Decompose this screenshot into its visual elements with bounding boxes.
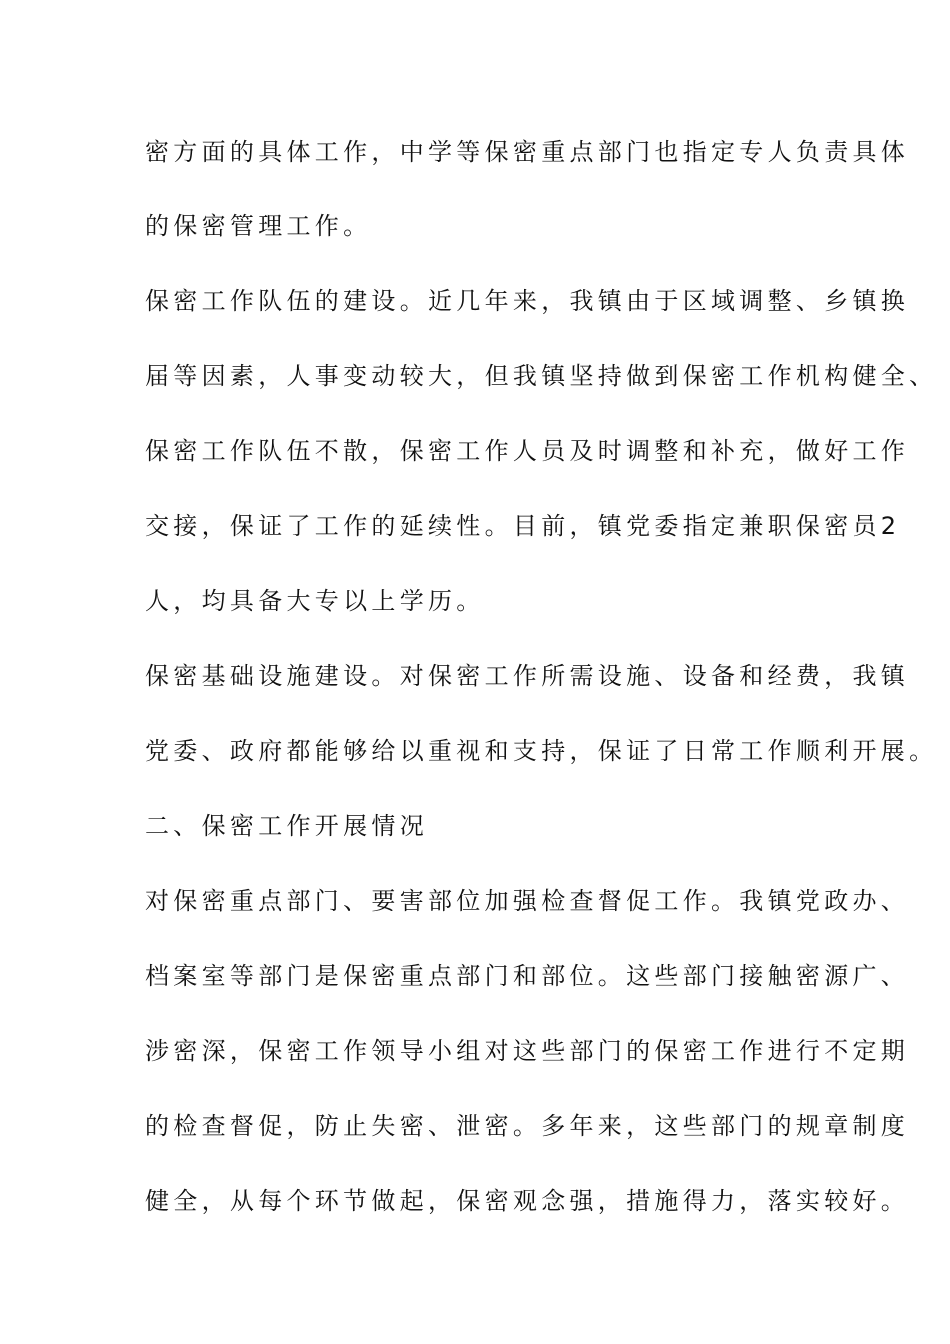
text-line: 保密工作队伍的建设。近几年来，我镇由于区域调整、乡镇换 [145, 287, 910, 315]
section-heading: 二、保密工作开展情况 [145, 812, 428, 840]
text-line: 密方面的具体工作，中学等保密重点部门也指定专人负责具体 [145, 138, 910, 166]
text-line: 保密基础设施建设。对保密工作所需设施、设备和经费，我镇 [145, 662, 910, 690]
text-line: 党委、政府都能够给以重视和支持，保证了日常工作顺利开展。 [145, 737, 938, 765]
text-line: 保密工作队伍不散，保密工作人员及时调整和补充，做好工作 [145, 437, 910, 465]
text-line: 人，均具备大专以上学历。 [145, 587, 485, 615]
text-line: 的检查督促，防止失密、泄密。多年来，这些部门的规章制度 [145, 1112, 910, 1140]
text-line: 交接，保证了工作的延续性。目前，镇党委指定兼职保密员2 [145, 512, 901, 540]
text-line: 对保密重点部门、要害部位加强检查督促工作。我镇党政办、 [145, 887, 910, 915]
text-line: 档案室等部门是保密重点部门和部位。这些部门接触密源广、 [145, 962, 910, 990]
text-line: 健全，从每个环节做起，保密观念强，措施得力，落实较好。 [145, 1187, 910, 1215]
text-line: 届等因素，人事变动较大，但我镇坚持做到保密工作机构健全、 [145, 362, 938, 390]
text-line: 涉密深，保密工作领导小组对这些部门的保密工作进行不定期 [145, 1037, 910, 1065]
text-line: 的保密管理工作。 [145, 212, 372, 240]
